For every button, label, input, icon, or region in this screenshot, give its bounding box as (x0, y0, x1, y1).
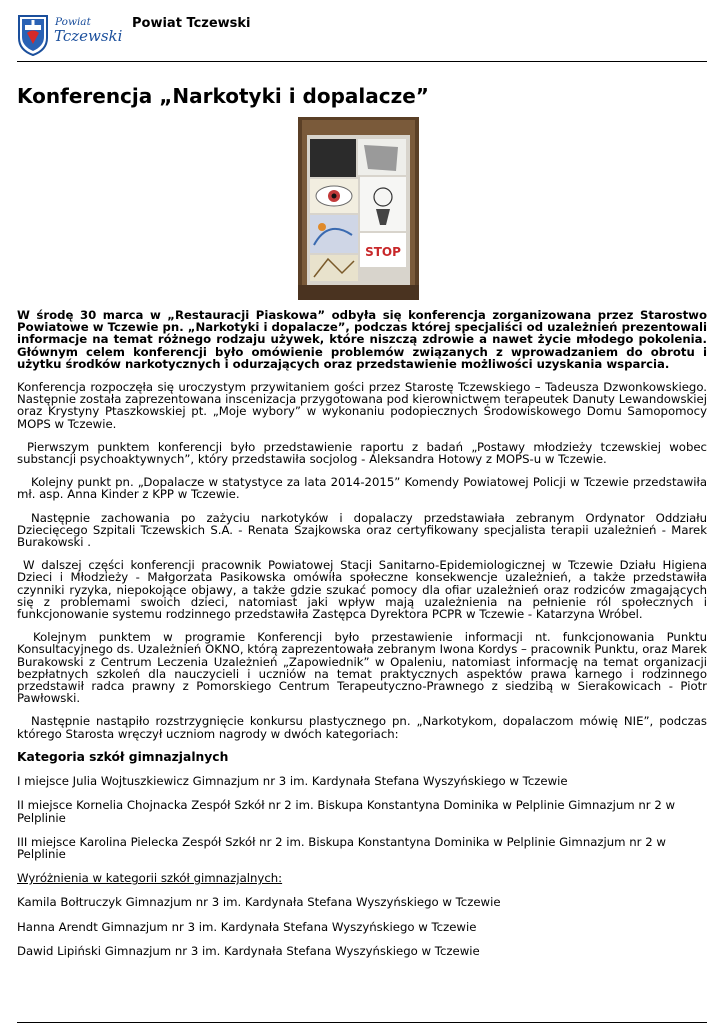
paragraph: Kolejnym punktem w programie Konferencji było przestawienie informacji nt. funkcjonowania Punktu Konsultacyjnego ds. Uzależnień OKNO, którą zaprezentowała zebranym Iwona Kordys – pracownik Punktu, oraz Marek Burakowski z Centrum Leczenia Uzależnień „Zapowiednik” w Opaleniu, natomiast informację na temat organizacji bezpłatnych szkoleń dla nauczycieli i uczniów na temat praktycznych aspektów prawa karnego i rodzinnego przedstawił radca prawny z Pomorskiego Centrum Terapeutyczno-Prawnego z siedzibą w Sierakowicach - Piotr Pawłowski. (17, 630, 707, 706)
article-lead: W środę 30 marca w „Restauracji Piaskowa” odbyła się konferencja zorganizowana przez Starostwo Powiatowe w Tczewie pn. „Narkotyki i dopalacze”, podczas której specjaliści od uzależnień prezentowali informacje na temat różnego rodzaju używek, które niszczą zdrowie a nawet życie młodego pokolenia. Głównym celem konferencji było omówienie problemów związanych z wprowadzaniem do obrotu i użytku środków narkotycznych i odurzających oraz przedstawienie możliwości uzyskania wsparcia. (17, 308, 707, 371)
logo-text-powiat: Powiat (55, 16, 91, 28)
conference-poster-photo (298, 117, 419, 300)
category-heading: Kategoria szkół gimnazjalnych (17, 749, 229, 764)
distinction-item: Kamila Bołtruczyk Gimnazjum nr 3 im. Kardynała Stefana Wyszyńskiego w Tczewie (17, 895, 501, 910)
article-title: Konferencja „Narkotyki i dopalacze” (17, 84, 429, 108)
paragraph: W dalszej części konferencji pracownik Powiatowej Stacji Sanitarno-Epidemiologicznej w Tczewie Działu Higiena Dzieci i Młodzieży - Małgorzata Pasikowska omówiła społeczne konsekwencje uzależnień, a także przedstawiła czynniki ryzyka, niepokojące objawy, a także gdzie szukać pomocy dla ofiar uzależnień oraz rodziców zmagających się z problemami swoich dzieci, natomiast jaki wpływ mają uzależnienia na pełnienie ról społecznych i funkcjonowanie systemu rodzinnego przedstawiła Zastępca Dyrektora PCPR w Tczewie - Katarzyna Wróbel. (17, 558, 707, 622)
winner-item: III miejsce Karolina Pielecka Zespół Szkół nr 2 im. Biskupa Konstantyna Dominika w Pelplinie Gimnazjum nr 2 w Pelplinie (17, 834, 666, 861)
powiat-logo[interactable] (17, 14, 123, 58)
header-divider (17, 61, 707, 62)
paragraph: Pierwszym punktem konferencji było przedstawienie raportu z badań „Postawy młodzieży tczewskiej wobec substancji psychoaktywnych”, który przedstawiła socjolog - Aleksandra Hotowy z MOPS-u w Tczewie. (17, 439, 707, 467)
logo-text-tczewski: Tczewski (54, 27, 123, 45)
site-name[interactable]: Powiat Tczewski (132, 16, 251, 31)
poster-stop-label: STOP (365, 245, 401, 259)
distinction-item: Hanna Arendt Gimnazjum nr 3 im. Kardynała Stefana Wyszyńskiego w Tczewie (17, 919, 477, 934)
winner-item: II miejsce Kornelia Chojnacka Zespół Szkół nr 2 im. Biskupa Konstantyna Dominika w Pelplinie Gimnazjum nr 2 w Pelplinie (17, 798, 676, 825)
paragraph: Kolejny punkt pn. „Dopalacze w statystyce za lata 2014-2015” Komendy Powiatowej Policji w Tczewie przedstawiła mł. asp. Anna Kinder z KPP w Tczewie. (17, 475, 707, 502)
footer-divider (17, 1022, 707, 1023)
article-body (17, 309, 707, 969)
paragraph: Następnie zachowania po zażyciu narkotyków i dopalaczy przedstawiała zebranym Ordynator Oddziału Dziecięcego Szpitali Tczewskich S.A. - Renata Szajkowska oraz certyfikowany specjalista terapii uzależnień - Marek Burakowski . (17, 510, 707, 550)
page-header (17, 14, 707, 60)
coat-of-arms-icon (17, 14, 49, 56)
paragraph: Następnie nastąpiło rozstrzygnięcie konkursu plastycznego pn. „Narkotykom, dopalaczom mówię NIE”, podczas którego Starosta wręczył uczniom nagrody w dwóch kategoriach: (17, 714, 707, 741)
winner-item: I miejsce Julia Wojtuszkiewicz Gimnazjum nr 3 im. Kardynała Stefana Wyszyńskiego w Tczewie (17, 774, 568, 789)
distinction-item: Dawid Lipiński Gimnazjum nr 3 im. Kardynała Stefana Wyszyńskiego w Tczewie (17, 943, 480, 958)
paragraph: Konferencja rozpoczęła się uroczystym przywitaniem gości przez Starostę Tczewskiego – Tadeusza Dzwonkowskiego. Następnie została zaprezentowana inscenizacja przygotowana pod kierownictwem terapeutek Danuty Lewandowskiej oraz Krystyny Ptaszkowskiej pt. „Moje wybory” w wykonaniu podopiecznych Środowiskowego Domu Samopomocy MOPS w Tczewie. (17, 380, 707, 431)
distinctions-heading: Wyróżnienia w kategorii szkół gimnazjalnych: (17, 871, 283, 886)
